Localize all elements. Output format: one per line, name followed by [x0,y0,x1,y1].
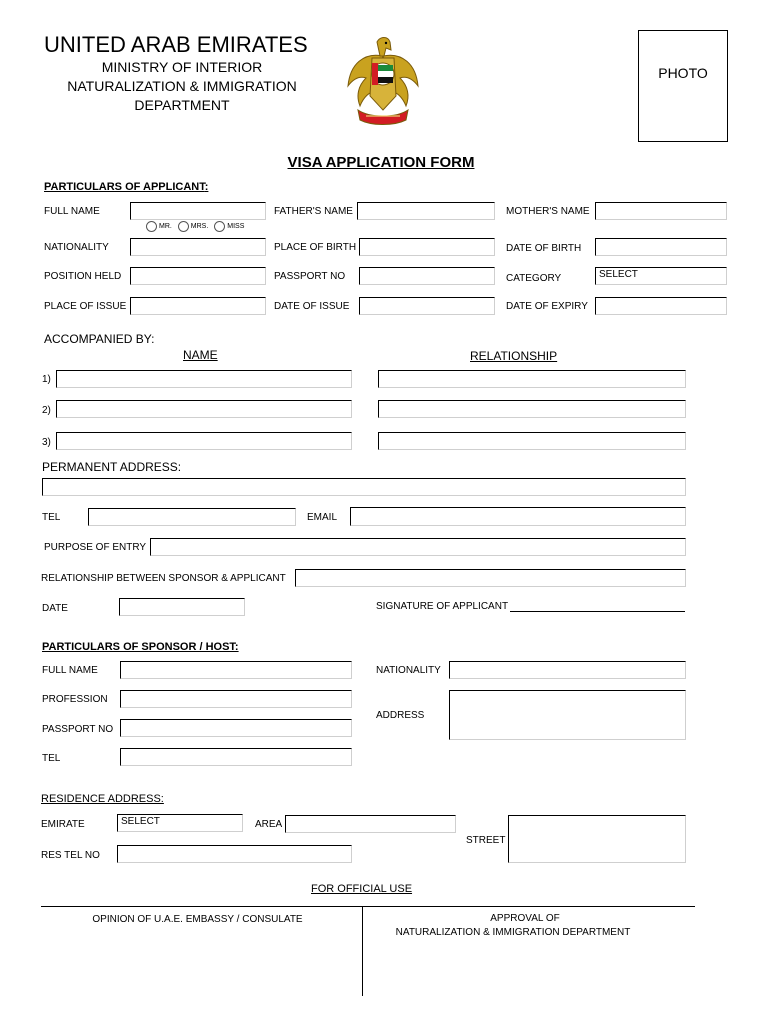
nationality-input[interactable] [130,238,266,256]
sponsor-passport-no-label: PASSPORT NO [42,724,114,735]
date-of-expiry-label: DATE OF EXPIRY [506,301,588,312]
date-of-birth-label: DATE OF BIRTH [506,243,582,254]
place-of-birth-input[interactable] [359,238,495,256]
emirate-label: EMIRATE [41,819,85,830]
radio-mrs[interactable] [178,221,189,232]
official-use-heading: FOR OFFICIAL USE [311,883,413,895]
tel-input[interactable] [88,508,296,526]
date-of-birth-input[interactable] [595,238,727,256]
date-of-issue-input[interactable] [359,297,495,315]
passport-no-label: PASSPORT NO [274,271,346,282]
official-divider [41,906,695,907]
street-input[interactable] [508,815,686,863]
accompanied-by-label: ACCOMPANIED BY: [44,332,155,346]
position-held-input[interactable] [130,267,266,285]
sponsor-tel-label: TEL [42,753,61,764]
department-line-1: NATURALIZATION & IMMIGRATION [67,78,297,94]
sponsor-full-name-label: FULL NAME [42,665,98,676]
category-label: CATEGORY [506,273,562,284]
accompanied-row-2-number: 2) [42,405,51,416]
sponsor-relationship-input[interactable] [295,569,686,587]
accompanied-row-3-number: 3) [42,437,51,448]
photo-box[interactable] [638,30,728,142]
accompanied-row-1-number: 1) [42,374,51,385]
category-select[interactable]: SELECT [595,267,727,285]
passport-no-input[interactable] [359,267,495,285]
applicant-heading: PARTICULARS OF APPLICANT: [44,181,209,193]
position-held-label: POSITION HELD [44,271,122,282]
emirate-select[interactable]: SELECT [117,814,243,832]
place-of-issue-label: PLACE OF ISSUE [44,301,127,312]
radio-mr[interactable] [146,221,157,232]
full-name-input[interactable] [130,202,266,220]
title-radio-group [146,221,248,232]
fathers-name-input[interactable] [357,202,495,220]
place-of-birth-label: PLACE OF BIRTH [274,242,357,253]
area-input[interactable] [285,815,456,833]
sponsor-heading: PARTICULARS OF SPONSOR / HOST: [42,641,239,653]
date-of-expiry-input[interactable] [595,297,727,315]
radio-mrs-label: MRS. [190,223,209,230]
res-tel-label: RES TEL NO [41,850,100,861]
radio-miss-label: MISS [227,223,245,230]
sponsor-tel-input[interactable] [120,748,352,766]
ministry-line: MINISTRY OF INTERIOR [101,59,263,75]
country-title: UNITED ARAB EMIRATES [44,32,308,57]
permanent-address-input[interactable] [42,478,686,496]
accompanied-relationship-2[interactable] [378,400,686,418]
sponsor-full-name-input[interactable] [120,661,352,679]
permanent-address-label: PERMANENT ADDRESS: [42,460,182,474]
date-label: DATE [42,603,68,614]
signature-line[interactable] [510,611,685,612]
sponsor-passport-no-input[interactable] [120,719,352,737]
sponsor-address-input[interactable] [449,690,686,740]
area-label: AREA [255,819,283,830]
accompanied-name-1[interactable] [56,370,352,388]
accompanied-name-3[interactable] [56,432,352,450]
nationality-label: NATIONALITY [44,242,109,253]
residence-heading: RESIDENCE ADDRESS: [41,793,164,805]
sponsor-profession-label: PROFESSION [42,694,108,705]
accompanied-relationship-3[interactable] [378,432,686,450]
sponsor-nationality-label: NATIONALITY [376,665,441,676]
radio-miss[interactable] [214,221,225,232]
photo-label: PHOTO [658,65,708,81]
sponsor-relationship-label: RELATIONSHIP BETWEEN SPONSOR & APPLICANT [41,573,286,584]
department-line-2: DEPARTMENT [134,97,230,113]
approval-line-2: NATURALIZATION & IMMIGRATION DEPARTMENT [395,927,631,938]
accompanied-relationship-1[interactable] [378,370,686,388]
signature-label: SIGNATURE OF APPLICANT [376,601,509,612]
place-of-issue-input[interactable] [130,297,266,315]
radio-mr-label: MR. [159,223,172,230]
form-title: VISA APPLICATION FORM [287,154,475,171]
name-column-header: NAME [183,348,218,362]
res-tel-input[interactable] [117,845,352,863]
approval-line-1: APPROVAL OF [490,913,560,924]
sponsor-profession-input[interactable] [120,690,352,708]
date-of-issue-label: DATE OF ISSUE [274,301,350,312]
sponsor-nationality-input[interactable] [449,661,686,679]
embassy-opinion-label: OPINION OF U.A.E. EMBASSY / CONSULATE [92,914,303,925]
mothers-name-label: MOTHER'S NAME [506,206,590,217]
relationship-column-header: RELATIONSHIP [470,349,558,363]
email-label: EMAIL [307,512,338,523]
uae-emblem-icon [344,34,422,126]
purpose-of-entry-label: PURPOSE OF ENTRY [44,542,147,553]
mothers-name-input[interactable] [595,202,727,220]
accompanied-name-2[interactable] [56,400,352,418]
full-name-label: FULL NAME [44,206,100,217]
street-label: STREET [466,835,506,846]
sponsor-address-label: ADDRESS [376,710,425,721]
purpose-of-entry-input[interactable] [150,538,686,556]
fathers-name-label: FATHER'S NAME [274,206,353,217]
tel-label: TEL [42,512,61,523]
date-input[interactable] [119,598,245,616]
email-input[interactable] [350,507,686,526]
